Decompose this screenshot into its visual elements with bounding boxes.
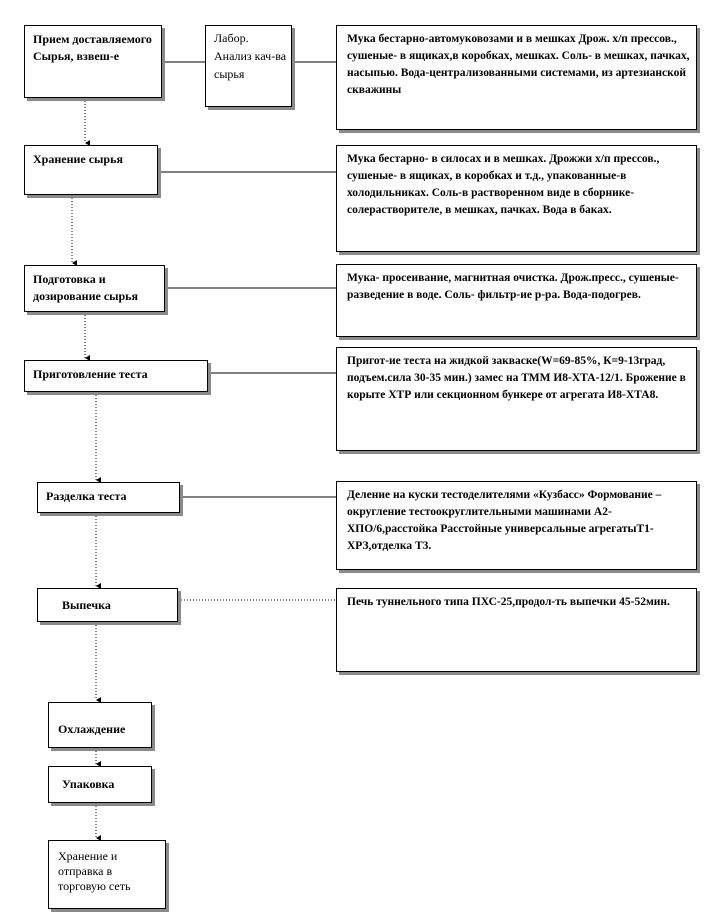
step-cutting (37, 482, 180, 513)
desc-preparation (336, 264, 697, 337)
desc-cutting-text: Деление на куски тестоделителями «Кузбасс» Формование –округление тестоокруглительными машинами А2-ХПО/6,расстойка Расстойные универсальные агрегатыТ1-ХРЗ,отделка Т3. (347, 489, 662, 552)
step-storage (24, 145, 158, 195)
desc-storage-text: Мука бестарно- в силосах и в мешках. Дрожжи х/п прессов., сушеные- в ящиках, в коробках и т.д., упакованные-в холодильниках. Соль-в растворенном виде в сборнике-солерастворителе, в мешках, пачках. Вода в баках. (347, 153, 660, 216)
step-dough-label: Приготовление теста (33, 367, 148, 381)
desc-baking (336, 588, 697, 672)
step-shipping-label: Хранение и отправка в торговую сеть (58, 849, 131, 893)
step-cooling (48, 702, 152, 748)
step-preparation-label: Подготовка и дозирование сырья (33, 272, 139, 303)
desc-storage (336, 145, 697, 252)
step-storage-label: Хранение сырья (33, 152, 123, 166)
step-cutting-label: Разделка теста (46, 489, 127, 503)
step-baking-label: Выпечка (62, 598, 111, 612)
desc-cutting (336, 481, 697, 570)
step-cooling-label: Охлаждение (58, 722, 126, 736)
step-reception-label: Прием доставляемого Сырья, взвеш-е (33, 32, 152, 63)
step-baking (37, 588, 178, 622)
step-reception (24, 25, 162, 98)
step-dough (24, 360, 208, 392)
desc-reception (336, 25, 697, 130)
desc-baking-text: Печь туннельного типа ПХС-25,продол-ть выпечки 45-52мин. (347, 596, 670, 608)
step-packing-label: Упаковка (62, 777, 115, 791)
step-preparation (24, 265, 165, 312)
desc-preparation-text: Мука- просеивание, магнитная очистка. Дрож.пресс., сушеные- разведение в воде. Соль- фильтр-ие р-ра. Вода-подогрев. (347, 272, 679, 301)
desc-dough (336, 347, 697, 451)
lab-analysis-box (205, 25, 292, 107)
desc-dough-text: Пригот-ие теста на жидкой закваске(W=69-85%, К=9-13град, подъем.сила 30-35 мин.) замес на ТММ И8-ХТА-12/1. Брожение в корыте ХТР или секционном бункере от агрегата И8-ХТА8. (347, 355, 686, 401)
step-packing (48, 766, 152, 803)
desc-reception-text: Мука бестарно-автомуковозами и в мешках Дрож. х/п прессов., сушеные- в ящиках,в коробках, мешках. Соль- в мешках, пачках, насыпью. Вода-централизованными системами, из артезианской скважины (347, 33, 690, 96)
step-shipping (48, 840, 166, 909)
lab-analysis-label: Лабор. Анализ кач-ва сырья (214, 31, 287, 81)
